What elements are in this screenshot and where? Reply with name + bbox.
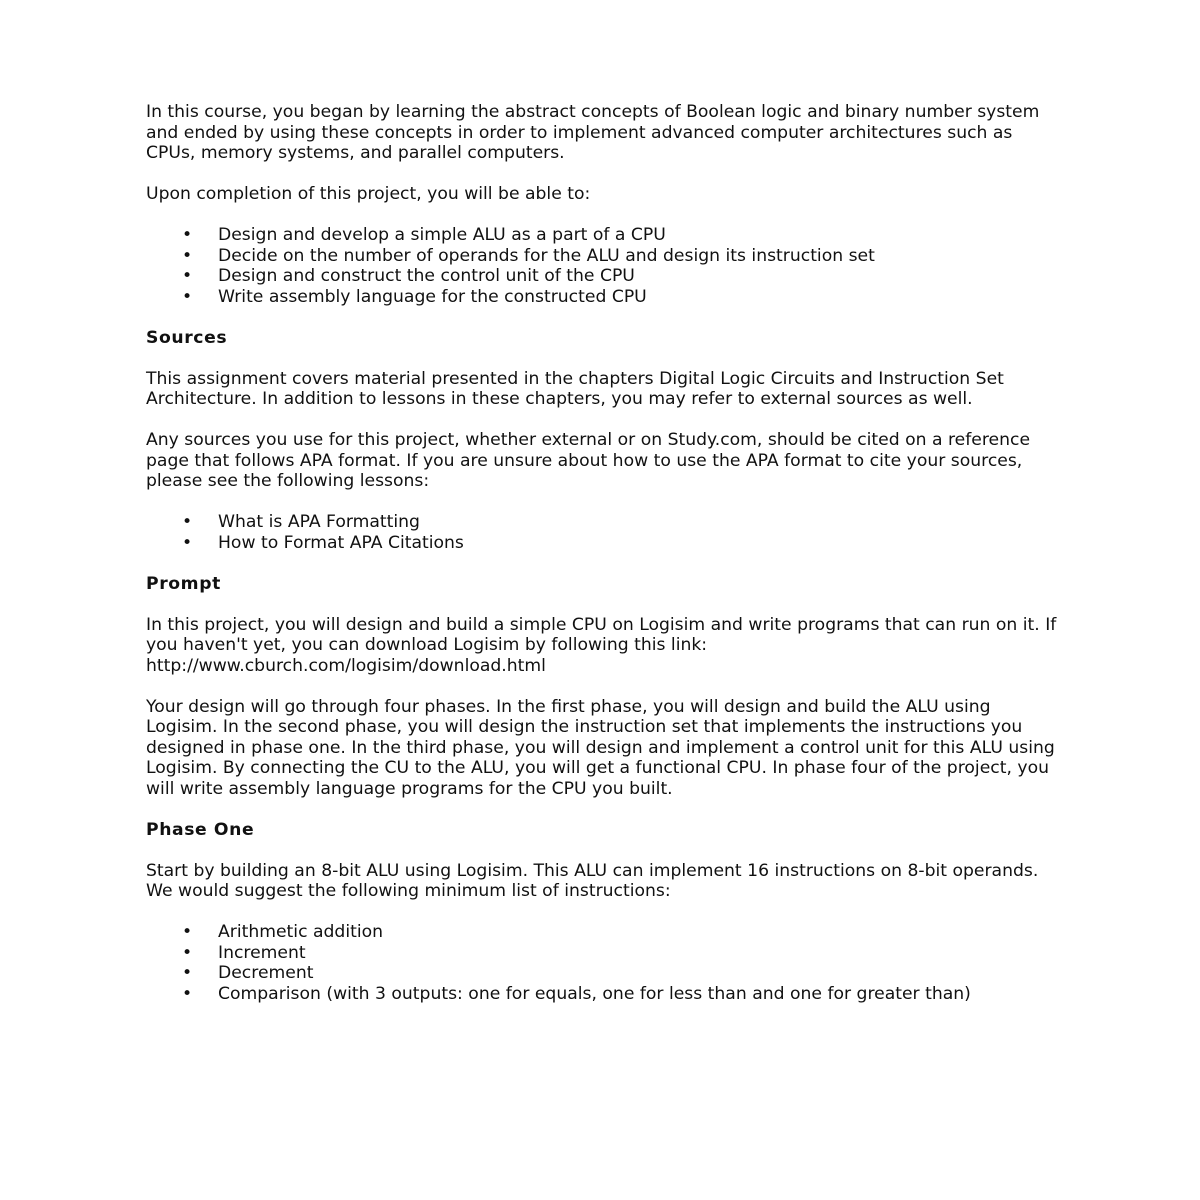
list-item-text: Comparison (with 3 outputs: one for equals, one for less than and one for greater than) (218, 983, 971, 1004)
outcomes-list (146, 225, 1060, 307)
bullet-icon: • (182, 963, 193, 983)
list-item (146, 246, 1060, 267)
list-item-text: What is APA Formatting (218, 512, 420, 532)
prompt-heading: Prompt (146, 573, 221, 594)
instructions-list (146, 922, 1060, 1004)
phase-one-paragraph: Start by building an 8-bit ALU using Logisim. This ALU can implement 16 instructions on 8-bit operands. We would suggest the following minimum list of instructions: (146, 860, 1039, 901)
list-item (146, 533, 1060, 554)
list-item (146, 984, 1060, 1005)
list-item (146, 287, 1060, 308)
bullet-icon: • (182, 512, 193, 532)
list-item-text: Design and develop a simple ALU as a part of a CPU (218, 225, 666, 245)
list-item-text: How to Format APA Citations (218, 532, 464, 553)
bullet-icon: • (182, 225, 193, 245)
bullet-icon: • (182, 942, 193, 963)
sources-paragraph-1: This assignment covers material presented in the chapters Digital Logic Circuits and Instruction Set Architecture. In addition to lessons in these chapters, you may refer to external sources as well. (146, 368, 1004, 409)
bullet-icon: • (182, 266, 193, 286)
bullet-icon: • (182, 532, 193, 553)
bullet-icon: • (182, 922, 193, 942)
list-item (146, 943, 1060, 964)
list-item (146, 922, 1060, 943)
list-item (146, 963, 1060, 984)
sources-paragraph-2: Any sources you use for this project, whether external or on Study.com, should be cited on a reference page that follows APA format. If you are unsure about how to use the APA format to cite your sources, please see the following lessons: (146, 430, 1031, 491)
phase-one-heading: Phase One (146, 819, 255, 840)
list-item (146, 225, 1060, 246)
list-item-text: Decrement (218, 963, 314, 983)
list-item-text: Increment (218, 942, 306, 963)
apa-lessons-list (146, 512, 1060, 553)
bullet-icon: • (182, 983, 193, 1004)
bullet-icon: • (182, 245, 193, 266)
list-item-text: Arithmetic addition (218, 922, 384, 942)
intro-paragraph: In this course, you began by learning the abstract concepts of Boolean logic and binary number system and ended by using these concepts in order to implement advanced computer architectures such as CPUs, memory systems, and parallel computers. (146, 102, 1040, 163)
list-item (146, 266, 1060, 287)
sources-heading: Sources (146, 327, 228, 348)
prompt-paragraph-2: Your design will go through four phases. In the first phase, you will design and build the ALU using Logisim. In the second phase, you will design the instruction set that implements the instructions you designed in phase one. In the third phase, you will design and implement a control unit for this ALU using Logisim. By connecting the CU to the ALU, you will get a functional CPU. In phase four of the project, you will write assembly language programs for the CPU you built. (146, 696, 1055, 799)
list-item-text: Design and construct the control unit of the CPU (218, 266, 635, 286)
prompt-paragraph-1: In this project, you will design and build a simple CPU on Logisim and write programs that can run on it. If you haven't yet, you can download Logisim by following this link: http://www.cburch.com/logisim/download.html (146, 614, 1057, 676)
list-item (146, 512, 1060, 533)
list-item-text: Write assembly language for the constructed CPU (218, 286, 647, 307)
outcomes-lead: Upon completion of this project, you will be able to: (146, 184, 591, 204)
list-item-text: Decide on the number of operands for the ALU and design its instruction set (218, 245, 875, 266)
bullet-icon: • (182, 286, 193, 307)
